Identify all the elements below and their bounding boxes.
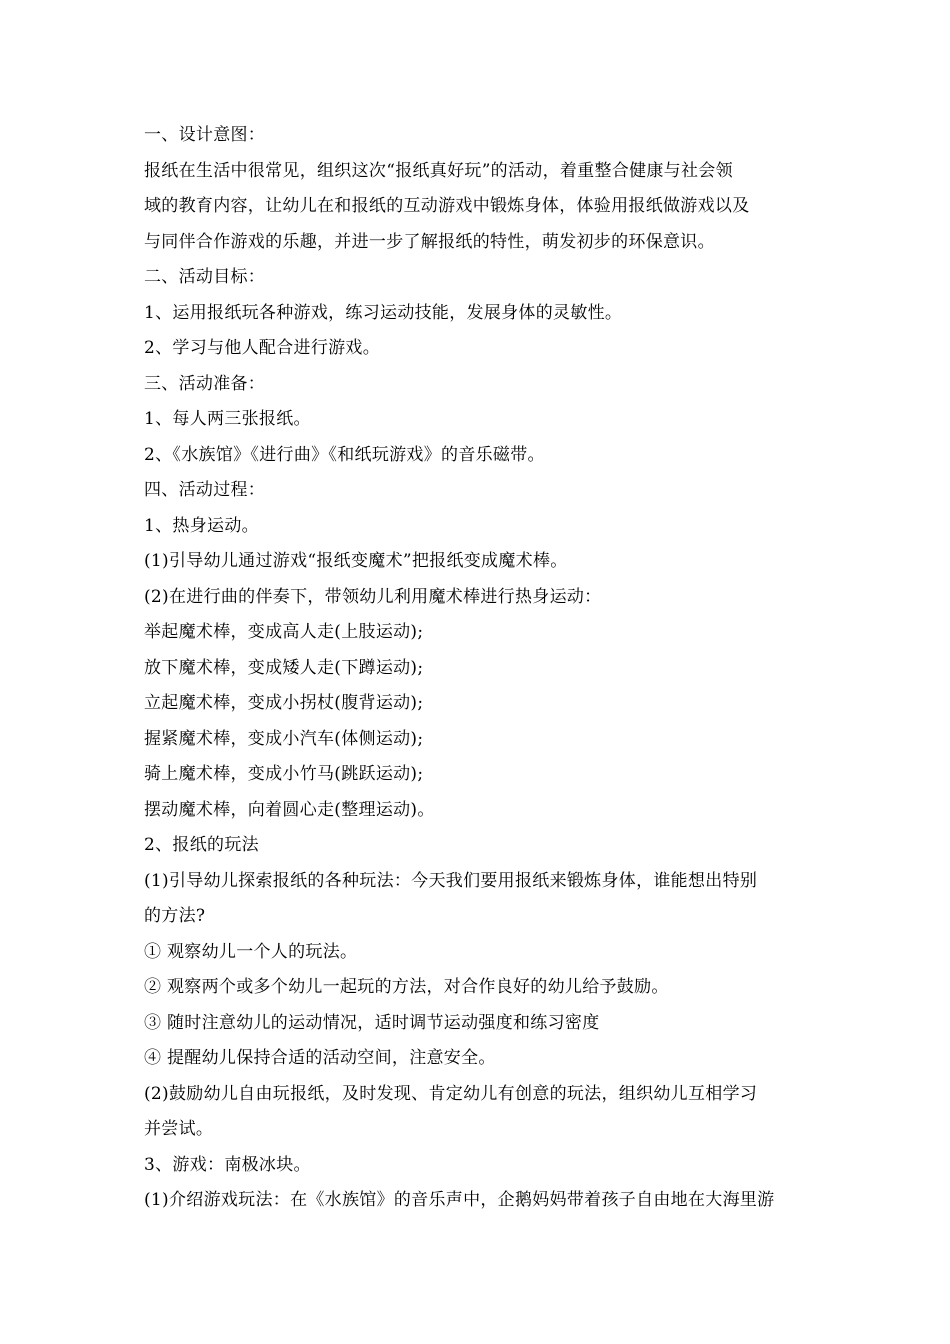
section-heading-goals: 二、活动目标： [144,267,266,287]
exercise-line: 放下魔术棒，变成矮人走(下蹲运动); [144,657,424,678]
section-heading-process: 四、活动过程： [144,480,266,500]
subsection-heading: 3、游戏：南极冰块。 [144,1154,311,1175]
paragraph-line: 与同伴合作游戏的乐趣，并进一步了解报纸的特性，萌发初步的环保意识。 [144,231,715,252]
list-item: ④ 提醒幼儿保持合适的活动空间，注意安全。 [144,1048,496,1068]
document-page [144,118,816,1219]
subsection-heading: 2、报纸的玩法 [144,835,259,855]
paragraph-line: (1)引导幼儿探索报纸的各种玩法：今天我们要用报纸来锻炼身体，谁能想出特别 [144,870,758,891]
exercise-line: 举起魔术棒，变成高人走(上肢运动); [144,622,424,642]
exercise-line: 立起魔术棒，变成小拐杖(腹背运动); [144,693,424,713]
paragraph-line: 域的教育内容，让幼儿在和报纸的互动游戏中锻炼身体，体验用报纸做游戏以及 [144,196,750,216]
section-heading-design-intent: 一、设计意图： [144,125,266,145]
paragraph-line: (2)鼓励幼儿自由玩报纸，及时发现、肯定幼儿有创意的玩法，组织幼儿互相学习 [144,1083,758,1104]
exercise-line: 摆动魔术棒，向着圆心走(整理运动)。 [144,799,435,820]
section-heading-preparation: 三、活动准备： [144,373,266,394]
exercise-line: 握紧魔术棒，变成小汽车(体侧运动); [144,728,424,749]
subsection-heading: 1、热身运动。 [144,515,259,536]
paragraph-line: 并尝试。 [144,1119,214,1139]
list-item: ① 观察幼儿一个人的玩法。 [144,941,358,962]
exercise-line: 骑上魔术棒，变成小竹马(跳跃运动); [144,764,424,784]
list-item: 2、学习与他人配合进行游戏。 [144,338,381,358]
list-item: 2、《水族馆》《进行曲》《和纸玩游戏》的音乐磁带。 [144,444,545,465]
list-item: 1、运用报纸玩各种游戏，练习运动技能，发展身体的灵敏性。 [144,302,623,323]
paragraph-line: (1)介绍游戏玩法：在《水族馆》的音乐声中，企鹅妈妈带着孩子自由地在大海里游 [144,1190,775,1210]
list-item: (2)在进行曲的伴奏下，带领幼儿利用魔术棒进行热身运动： [144,586,602,607]
list-item: 1、每人两三张报纸。 [144,409,311,429]
list-item: ② 观察两个或多个幼儿一起玩的方法，对合作良好的幼儿给予鼓励。 [144,977,669,997]
paragraph-line: 报纸在生活中很常见，组织这次“报纸真好玩”的活动，着重整合健康与社会领 [144,160,733,181]
list-item: (1)引导幼儿通过游戏“报纸变魔术”把报纸变成魔术棒。 [144,551,568,571]
paragraph-line: 的方法? [144,906,206,926]
list-item: ③ 随时注意幼儿的运动情况，适时调节运动强度和练习密度 [144,1012,600,1033]
